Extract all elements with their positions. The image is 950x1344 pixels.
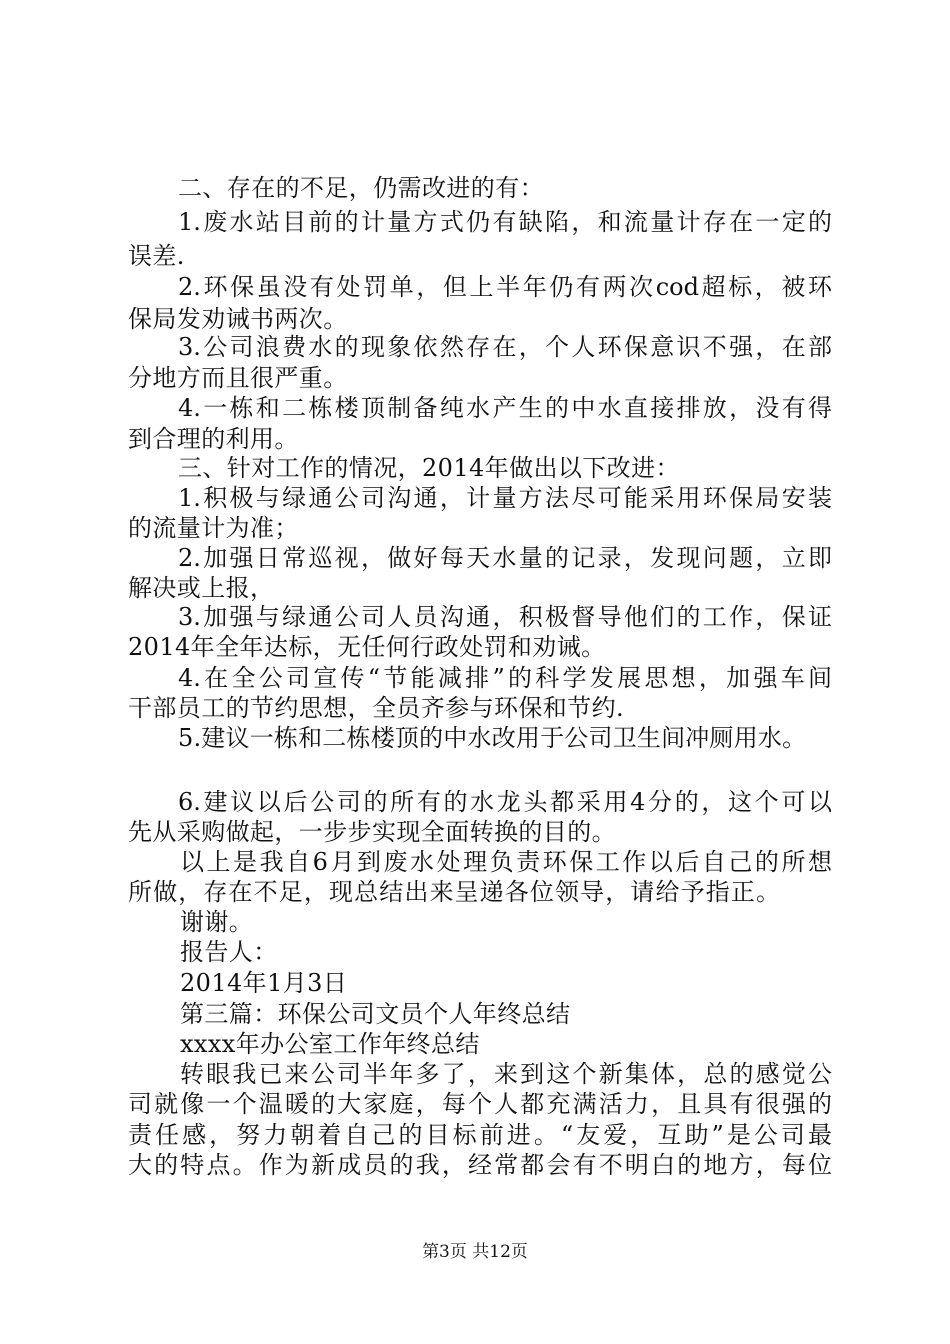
paragraph-line: 到合理的利用。 <box>128 425 299 453</box>
paragraph-line: 转眼我已来公司半年多了，来到这个新集体，总的感觉公 <box>180 1060 832 1088</box>
paragraph-line: 的流量计为准； <box>128 514 299 542</box>
paragraph-line: 干部员工的节约思想，全员齐参与环保和节约. <box>128 694 625 722</box>
section-heading: 二、存在的不足，仍需改进的有： <box>178 174 544 202</box>
paragraph-line: 4.在全公司宣传“节能减排”的科学发展思想，加强车间 <box>178 664 832 692</box>
paragraph-line: 3.加强与绿通公司人员沟通，积极督导他们的工作，保证 <box>178 603 832 631</box>
paragraph-line: 5.建议一栋和二栋楼顶的中水改用于公司卫生间冲厕用水。 <box>178 724 807 752</box>
paragraph-line: 先从采购做起，一步步实现全面转换的目的。 <box>128 818 616 846</box>
paragraph-line: 误差. <box>128 242 185 270</box>
signature-line: 报告人： <box>180 938 278 966</box>
paragraph-line: 大的特点。作为新成员的我，经常都会有不明白的地方，每位 <box>128 1151 832 1179</box>
paragraph-line: 2.加强日常巡视，做好每天水量的记录，发现问题，立即 <box>178 544 832 572</box>
paragraph-line: 1.积极与绿通公司沟通，计量方法尽可能采用环保局安装 <box>178 484 832 512</box>
paragraph-line: 司就像一个温暖的大家庭，每个人都充满活力，且具有很强的 <box>128 1090 832 1118</box>
paragraph-line: 以上是我自6月到废水处理负责环保工作以后自己的所想 <box>180 848 832 876</box>
section-heading: 三、针对工作的情况，2014年做出以下改进： <box>178 454 680 482</box>
paragraph-line: 4.一栋和二栋楼顶制备纯水产生的中水直接排放，没有得 <box>178 394 832 422</box>
subtitle-line: xxxx年办公室工作年终总结 <box>180 1030 480 1058</box>
paragraph-line: 所做，存在不足，现总结出来呈递各位领导，请给予指正。 <box>128 878 780 906</box>
paragraph-line: 2.环保虽没有处罚单，但上半年仍有两次cod超标，被环 <box>178 273 832 301</box>
paragraph-line: 分地方而且很严重。 <box>128 364 348 392</box>
paragraph-line: 2014年全年达标，无任何行政处罚和劝诫。 <box>128 633 606 661</box>
paragraph-line: 6.建议以后公司的所有的水龙头都采用4分的，这个可以 <box>178 788 832 816</box>
closing-line: 谢谢。 <box>180 908 254 936</box>
paragraph-line: 解决或上报， <box>128 574 275 602</box>
paragraph-line: 3.公司浪费水的现象依然存在，个人环保意识不强，在部 <box>178 333 832 361</box>
paragraph-line: 责任感，努力朝着自己的目标前进。“友爱，互助”是公司最 <box>128 1121 832 1149</box>
paragraph-line: 1.废水站目前的计量方式仍有缺陷，和流量计存在一定的 <box>178 208 832 236</box>
page-footer: 第3页 共12页 <box>422 1242 528 1262</box>
chapter-title: 第三篇：环保公司文员个人年终总结 <box>180 1000 571 1028</box>
date-line: 2014年1月3日 <box>180 969 348 997</box>
paragraph-line: 保局发劝诫书两次。 <box>128 305 348 333</box>
